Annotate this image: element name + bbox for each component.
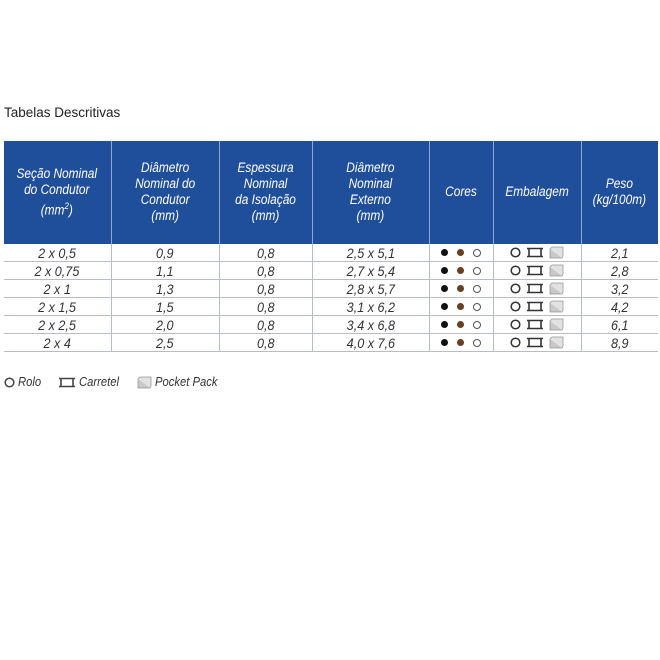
cell-secao: 2 x 1 — [4, 280, 111, 298]
cell-diam-externo: 2,7 x 5,4 — [312, 262, 429, 280]
cell-diam-externo: 3,1 x 6,2 — [312, 298, 429, 316]
brown-color-dot — [457, 321, 464, 328]
brown-color-dot — [457, 285, 464, 292]
cell-secao: 2 x 0,5 — [4, 244, 111, 262]
legend-item-carretel — [58, 375, 123, 389]
cell-cores — [429, 298, 493, 316]
cell-peso: 8,9 — [581, 334, 658, 352]
cell-cores — [429, 316, 493, 334]
cell-diam-externo: 2,5 x 5,1 — [312, 244, 429, 262]
table-row — [4, 298, 658, 316]
legend-label-carretel: Carretel — [78, 375, 119, 389]
rolo-icon — [510, 337, 521, 348]
pocket-pack-icon — [549, 300, 564, 313]
table-row — [4, 334, 658, 352]
cell-espessura: 0,8 — [219, 316, 312, 334]
table-header-row — [4, 141, 658, 244]
rolo-icon — [510, 247, 521, 258]
black-color-dot — [441, 303, 448, 310]
white-color-dot — [473, 321, 481, 329]
cell-embalagem — [493, 262, 581, 280]
column-header-espessura: Espessura Nominal da Isolação (mm) — [219, 141, 312, 244]
pocket-pack-icon — [549, 318, 564, 331]
cell-diam-condutor: 2,5 — [111, 334, 219, 352]
cell-diam-condutor: 1,1 — [111, 262, 219, 280]
cell-embalagem — [493, 298, 581, 316]
rolo-icon — [510, 265, 521, 276]
brown-color-dot — [457, 339, 464, 346]
carretel-icon — [526, 301, 544, 312]
cell-secao: 2 x 0,75 — [4, 262, 111, 280]
cell-peso: 2,8 — [581, 262, 658, 280]
cell-espessura: 0,8 — [219, 262, 312, 280]
black-color-dot — [441, 321, 448, 328]
black-color-dot — [441, 249, 448, 256]
white-color-dot — [473, 339, 481, 347]
column-header-diametro-externo: Diâmetro Nominal Externo (mm) — [312, 141, 429, 244]
white-color-dot — [473, 249, 481, 257]
cell-secao: 2 x 4 — [4, 334, 111, 352]
cell-peso: 6,1 — [581, 316, 658, 334]
carretel-icon — [526, 283, 544, 294]
cell-diam-condutor: 1,3 — [111, 280, 219, 298]
brown-color-dot — [457, 267, 464, 274]
white-color-dot — [473, 285, 481, 293]
cell-espessura: 0,8 — [219, 280, 312, 298]
column-header-secao: Seção Nominal do Condutor $(mm^2)$ — [4, 141, 111, 244]
legend-item-pocket-pack — [137, 375, 224, 389]
rolo-icon — [510, 319, 521, 330]
black-color-dot — [441, 267, 448, 274]
white-color-dot — [473, 267, 481, 275]
cell-diam-externo: 4,0 x 7,6 — [312, 334, 429, 352]
column-header-cores: Cores — [429, 141, 493, 244]
cell-espessura: 0,8 — [219, 244, 312, 262]
table-row — [4, 280, 658, 298]
column-header-embalagem: Embalagem — [493, 141, 581, 244]
cell-secao: 2 x 1,5 — [4, 298, 111, 316]
rolo-icon — [4, 377, 15, 388]
legend-label-pocket-pack: Pocket Pack — [155, 375, 218, 389]
pocket-pack-icon — [137, 376, 152, 389]
cell-cores — [429, 280, 493, 298]
packaging-legend — [4, 375, 239, 389]
white-color-dot — [473, 303, 481, 311]
table-row — [4, 262, 658, 280]
cell-peso: 3,2 — [581, 280, 658, 298]
cell-espessura: 0,8 — [219, 298, 312, 316]
carretel-icon — [58, 377, 76, 388]
carretel-icon — [526, 265, 544, 276]
column-header-diametro-condutor: Diâmetro Nominal do Condutor (mm) — [111, 141, 219, 244]
column-header-peso: Peso (kg/100m) — [581, 141, 658, 244]
legend-label-rolo: Rolo — [18, 375, 42, 389]
legend-item-rolo — [4, 375, 44, 389]
cell-diam-condutor: 2,0 — [111, 316, 219, 334]
cell-cores — [429, 262, 493, 280]
rolo-icon — [510, 301, 521, 312]
table-row — [4, 244, 658, 262]
cell-peso: 2,1 — [581, 244, 658, 262]
cell-diam-externo: 2,8 x 5,7 — [312, 280, 429, 298]
pocket-pack-icon — [549, 264, 564, 277]
table-row — [4, 316, 658, 334]
cell-diam-condutor: 0,9 — [111, 244, 219, 262]
cell-cores — [429, 244, 493, 262]
cell-embalagem — [493, 244, 581, 262]
black-color-dot — [441, 339, 448, 346]
rolo-icon — [510, 283, 521, 294]
pocket-pack-icon — [549, 282, 564, 295]
brown-color-dot — [457, 249, 464, 256]
cell-embalagem — [493, 280, 581, 298]
page-title: Tabelas Descritivas — [4, 105, 121, 120]
cell-peso: 4,2 — [581, 298, 658, 316]
cell-diam-condutor: 1,5 — [111, 298, 219, 316]
pocket-pack-icon — [549, 246, 564, 259]
brown-color-dot — [457, 303, 464, 310]
carretel-icon — [526, 247, 544, 258]
cell-espessura: 0,8 — [219, 334, 312, 352]
black-color-dot — [441, 285, 448, 292]
carretel-icon — [526, 319, 544, 330]
cell-embalagem — [493, 334, 581, 352]
cell-embalagem — [493, 316, 581, 334]
cell-cores — [429, 334, 493, 352]
pocket-pack-icon — [549, 336, 564, 349]
spec-table — [4, 141, 658, 352]
cell-secao: 2 x 2,5 — [4, 316, 111, 334]
cell-diam-externo: 3,4 x 6,8 — [312, 316, 429, 334]
carretel-icon — [526, 337, 544, 348]
